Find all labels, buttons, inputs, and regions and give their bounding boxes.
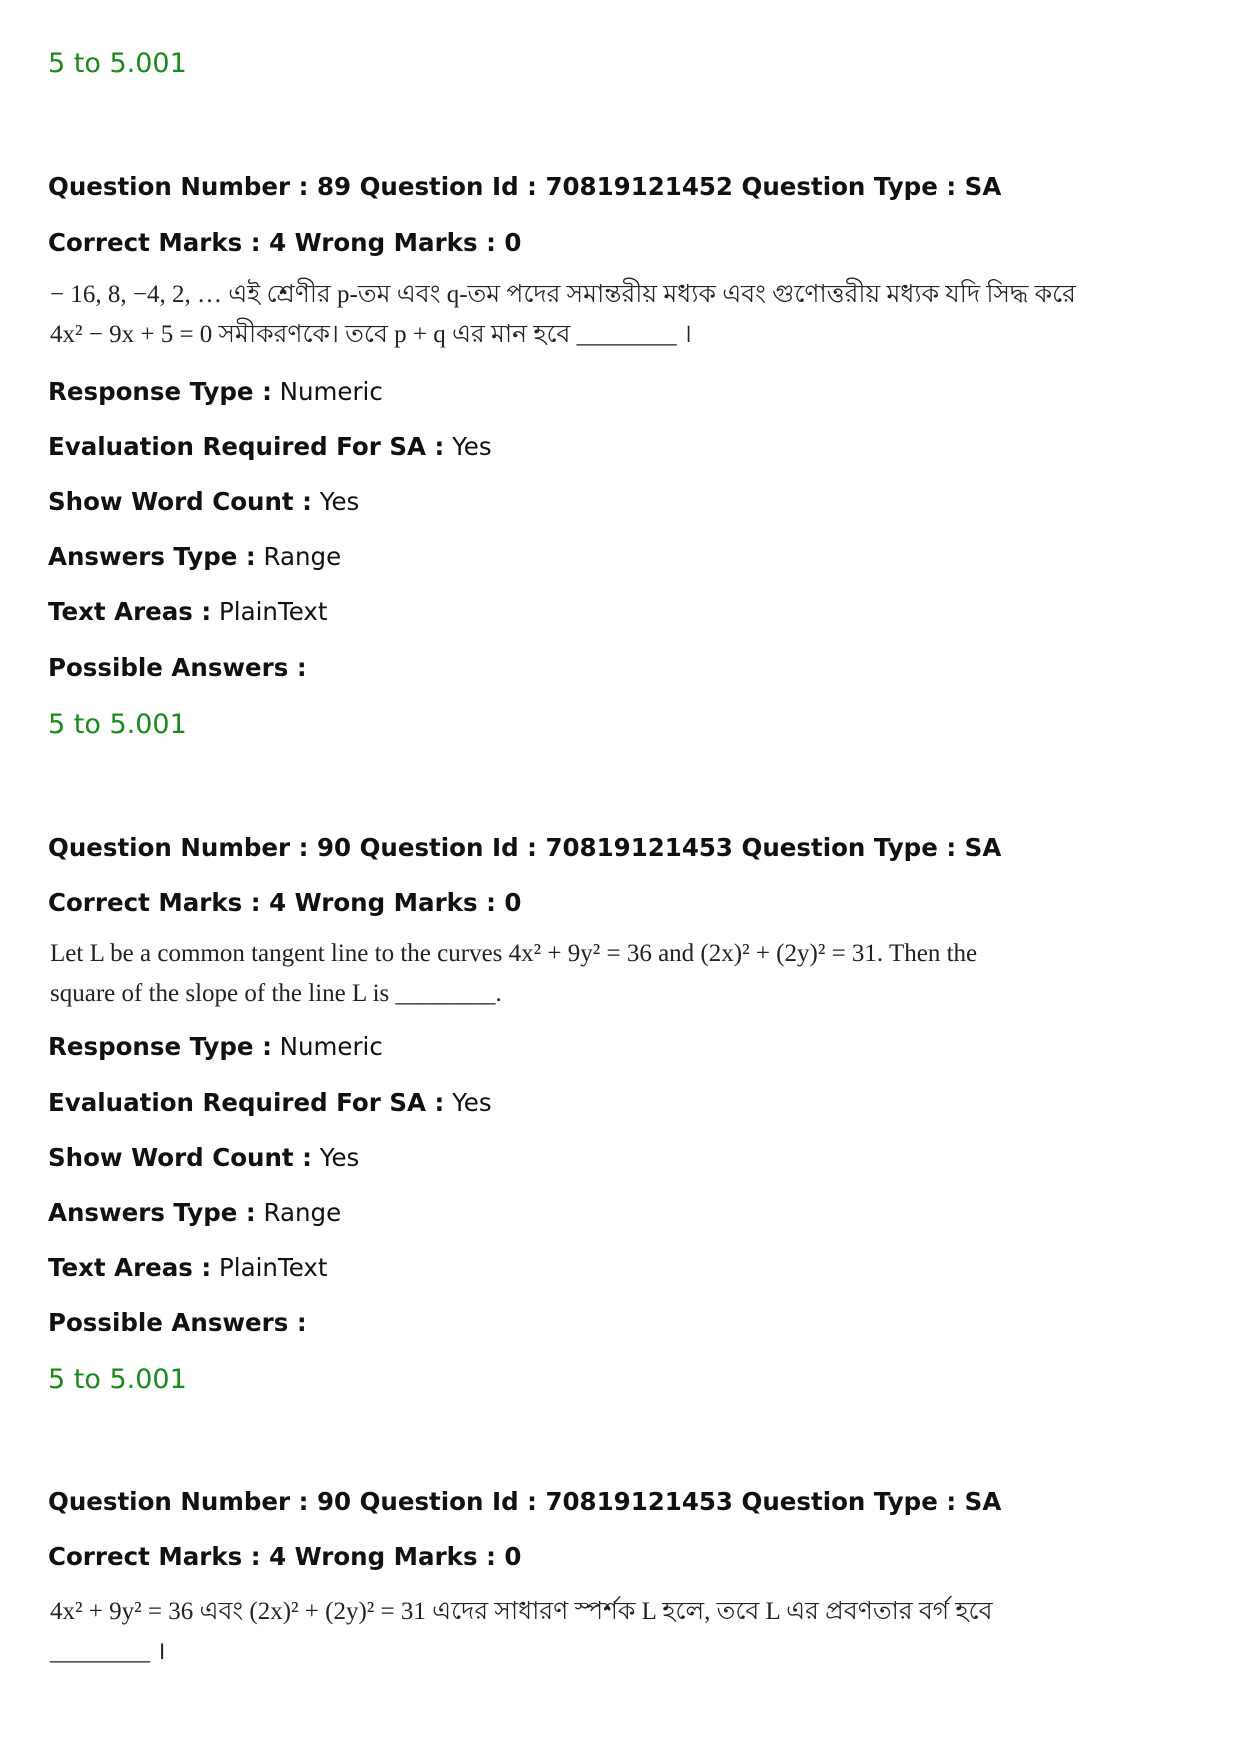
possible-answer-value: 5 to 5.001 bbox=[48, 48, 187, 79]
question-text-image bbox=[50, 934, 978, 1014]
marks-line: Correct Marks : 4 Wrong Marks : 0 bbox=[48, 1542, 522, 1571]
question-text-line-1: − 16, 8, −4, 2, … এই শ্রেণীর p-তম এবং q-তম পদের সমান্তরীয় মধ্যক এবং গুণোত্তরীয় মধ্যক যদি সিদ্ধ করে bbox=[50, 281, 1076, 308]
field-response-type: Response Type : Numeric bbox=[48, 1032, 383, 1061]
possible-answer-value: 5 to 5.001 bbox=[48, 1364, 187, 1395]
field-possible-answers: Possible Answers : bbox=[48, 1308, 307, 1337]
field-text-areas: Text Areas : PlainText bbox=[48, 597, 328, 626]
field-show-word-count: Show Word Count : Yes bbox=[48, 1143, 360, 1172]
field-answers-type: Answers Type : Range bbox=[48, 542, 342, 571]
marks-line: Correct Marks : 4 Wrong Marks : 0 bbox=[48, 888, 522, 917]
field-evaluation-required: Evaluation Required For SA : Yes bbox=[48, 1088, 492, 1117]
field-evaluation-required: Evaluation Required For SA : Yes bbox=[48, 432, 492, 461]
field-possible-answers: Possible Answers : bbox=[48, 653, 307, 682]
question-text-line-2: ________ । bbox=[50, 1638, 166, 1665]
question-header: Question Number : 90 Question Id : 70819121453 Question Type : SA bbox=[48, 833, 1002, 862]
possible-answer-value: 5 to 5.001 bbox=[48, 709, 187, 740]
question-header: Question Number : 90 Question Id : 70819121453 Question Type : SA bbox=[48, 1487, 1002, 1516]
question-text-image bbox=[50, 1592, 993, 1672]
question-text-line-2: 4x² − 9x + 5 = 0 সমীকরণকে। তবে p + q এর মান হবে ________ । bbox=[50, 321, 692, 348]
marks-line: Correct Marks : 4 Wrong Marks : 0 bbox=[48, 228, 522, 257]
question-text-line-2: square of the slope of the line L is ________. bbox=[50, 980, 502, 1007]
question-text-line-1: Let L be a common tangent line to the curves 4x² + 9y² = 36 and (2x)² + (2y)² = 31. Then the bbox=[50, 940, 978, 967]
question-text-line-1: 4x² + 9y² = 36 এবং (2x)² + (2y)² = 31 এদের সাধারণ স্পর্শক L হলে, তবে L এর প্রবণতার বর্গ হবে bbox=[50, 1598, 993, 1625]
field-text-areas: Text Areas : PlainText bbox=[48, 1253, 328, 1282]
question-text-image bbox=[50, 275, 1076, 355]
question-header: Question Number : 89 Question Id : 70819121452 Question Type : SA bbox=[48, 172, 1002, 201]
field-answers-type: Answers Type : Range bbox=[48, 1198, 342, 1227]
field-show-word-count: Show Word Count : Yes bbox=[48, 487, 360, 516]
field-response-type: Response Type : Numeric bbox=[48, 377, 383, 406]
